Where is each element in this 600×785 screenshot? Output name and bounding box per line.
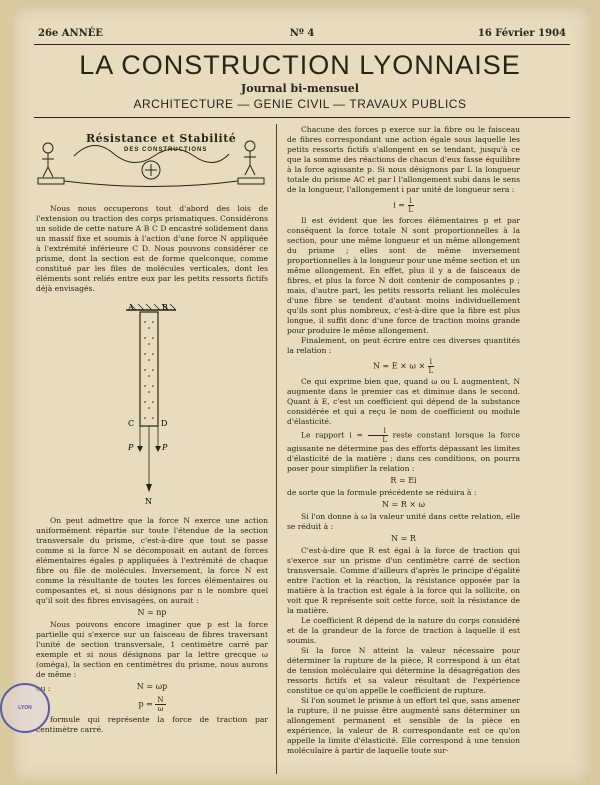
denominator: ω <box>157 705 164 713</box>
equation: N = R <box>391 534 416 543</box>
column-divider <box>276 124 277 774</box>
denominator: L <box>428 367 434 375</box>
paragraph-text: reste constant lorsque la force agissante ne détermine pas des efforts dépassant les limites d'élasticité de la matière ; dans ces conditions, on pourra poser pour simplifier la relation : <box>287 430 521 473</box>
label-c: C <box>128 419 135 428</box>
equation-fraction <box>287 358 520 375</box>
article-subtitle: DES CONSTRUCTIONS <box>124 147 208 153</box>
equation-left: p = <box>138 699 153 709</box>
issue-date: 16 Février 1904 <box>477 28 566 39</box>
paragraph-text: Si l'on donne à ω la valeur unité dans cette relation, elle se réduit à : <box>287 512 520 531</box>
article-title: Résistance et Stabilité <box>86 132 237 145</box>
label-b: B <box>162 303 168 312</box>
paragraph-text: Le rapport i = <box>301 430 363 440</box>
label-d: D <box>161 419 168 428</box>
numerator: N <box>157 696 164 704</box>
journal-tagline: ARCHITECTURE — GENIE CIVIL — TRAVAUX PUBLICS <box>133 97 467 111</box>
label-p-right: P <box>162 443 168 452</box>
year-label: 26e ANNÉE <box>38 28 104 39</box>
paragraph-text: Nous pouvons encore imaginer que p est la force partielle qui s'exerce sur un faisceau de fibres traversant l'unité de section transversale, 1 centimètre carré par exemple et si nous désignons par la lettre grecque ω (oméga), la section en centimètres du prisme, nous aurons de même : <box>36 620 268 679</box>
paragraph-text: Nous nous occuperons tout d'abord des lois de l'extension ou traction des corps prismatiques. Considérons un solide de cette nature A B C D encastré solidement dans un massif fixe et soumis à l'action d'une force N appliquée à l'extrémité inférieure C D. Nous pouvons considérer ce prisme, dont la section est de forme quelconque, comme constitué par les files de molécules verticales, dont les éléments sont reliés entre eux par les petits ressorts fictifs déjà envisagés. <box>36 204 268 293</box>
left-paragraph-2 <box>36 516 268 735</box>
equation: N = np <box>137 608 167 617</box>
header-rule-top <box>34 44 570 45</box>
equation: N = ωp <box>136 682 168 691</box>
paragraph-text: On peut admettre que la force N exerce une action uniformément répartie sur toute l'étendue de la section transversale du prisme, c'est-à-dire que tout se passe comme si la force N se décomposait en autant de forces élémentaires égales p appliquées à l'extrémité de chaque fibre ou file de molécules. Inversement, la force N est comme la résultante de toutes les forces élémentaires ou composantes et, si nous désignons par n le nombre quel qu'il soit des fibres envisagées, on aurait : <box>36 516 268 605</box>
label-a: A <box>128 303 134 312</box>
paragraph-text: Chacune des forces p exerce sur la fibre ou le faisceau de fibres correspondant une action égale sous laquelle les petits ressorts fictifs s'allongent en se tendant, jusqu'à ce que la somme des réactions de chacun d'eux fasse équilibre à la force agissante p. Si nous désignons par L la longueur totale du prisme AC et par l l'allongement subi dans le sens de la longueur, l'allongement i par unité de longueur sera : <box>287 125 520 194</box>
stamp-text: LYON <box>18 705 32 711</box>
label-n: N <box>145 497 152 506</box>
paragraph-text: Le coefficient R dépend de la nature du corps considéré et de la grandeur de la force de traction à laquelle il est soumis. <box>287 616 520 645</box>
equation-left: i = <box>393 200 405 210</box>
paragraph-text: Si la force N atteint la valeur nécessaire pour déterminer la rupture de la pièce, R correspond à un état de tension moléculaire qui détermine la désagrégation des ressorts fictifs et sa valeur résultant de l'expérience constitue ce qu'on appelle le coefficient de rupture. <box>287 646 520 695</box>
right-column <box>287 125 520 756</box>
denominator: L <box>408 206 413 214</box>
issue-number: Nº 4 <box>289 28 315 39</box>
article-banner <box>34 126 268 188</box>
paragraph-text: de sorte que la formule précédente se réduira à : <box>287 488 477 497</box>
equation-fraction <box>36 696 268 713</box>
paragraph-text: C'est-à-dire que R est égal à la force de traction qui s'exerce sur un prisme d'un centimètre carré de section transversale. Comme d'ailleurs d'après le principe d'égalité entre l'action et la réaction, la résistance opposée par la matière à la traction est égale à la force qui la sollicite, on voit que R représente soit cette force, soit la résistance de la matière. <box>287 546 520 615</box>
numerator: l <box>409 197 412 205</box>
paragraph-text: Ce qui exprime bien que, quand ω ou L augmentent, N augmente dans le premier cas et diminue dans le second. Quant à E, c'est un coefficient qui dépend de la substance considérée et qui a reçu le nom de coefficient ou module d'élasticité. <box>287 377 520 426</box>
numerator: l <box>429 358 432 366</box>
equation-fraction <box>287 197 520 214</box>
paragraph-text: Il est évident que les forces élémentaires p et par conséquent la force totale N sont proportionnelles à la section, pour une même longueur et un même allongement du prisme ; elles sont de même inversement proportionnelles à la longueur pour une même section et un même allongement. En effet, plus il y a de faisceaux de fibres, et plus la force N doit contenir de composantes p ; mais, d'autre part, les petits ressorts reliant les molécules d'une fibre se tendent d'autant moins individuellement qu'ils sont plus nombreux, c'est-à-dire que la fibre est plus longue, il suffit donc d'une force de traction moins grande pour produire le même allongement. <box>287 216 520 335</box>
paragraph-text: formule qui représente la force de traction par centimètre carré. <box>36 715 268 734</box>
numerator: l <box>368 427 388 436</box>
journal-title: LA CONSTRUCTION LYONNAISE <box>79 50 521 80</box>
journal-subtitle: Journal bi-mensuel <box>241 82 359 95</box>
paragraph-text: Finalement, on peut écrire entre ces diverses quantités la relation : <box>287 336 520 355</box>
equation-left: N = E × ω × <box>373 361 426 371</box>
denominator: L <box>382 436 388 444</box>
equation: N = R × ω <box>381 500 426 509</box>
label-p-left: P <box>128 443 134 452</box>
prism-diagram <box>104 278 200 510</box>
ou-label: ou : <box>36 684 51 693</box>
library-stamp <box>0 683 50 733</box>
dateline <box>38 28 566 42</box>
header-rule-bottom <box>34 117 570 118</box>
paragraph-text: Si l'on soumet le prisme à un effort tel que, sans amener la rupture, il ne puisse être augmenté sans déterminer un allongement permanent et sensible de la pièce en expérience, la valeur de R correspondante est ce qu'on appelle la limite d'élasticité. Elle correspond à une tension moléculaire à partir de laquelle toute sur- <box>287 696 520 755</box>
equation: R = Ei <box>390 476 417 485</box>
